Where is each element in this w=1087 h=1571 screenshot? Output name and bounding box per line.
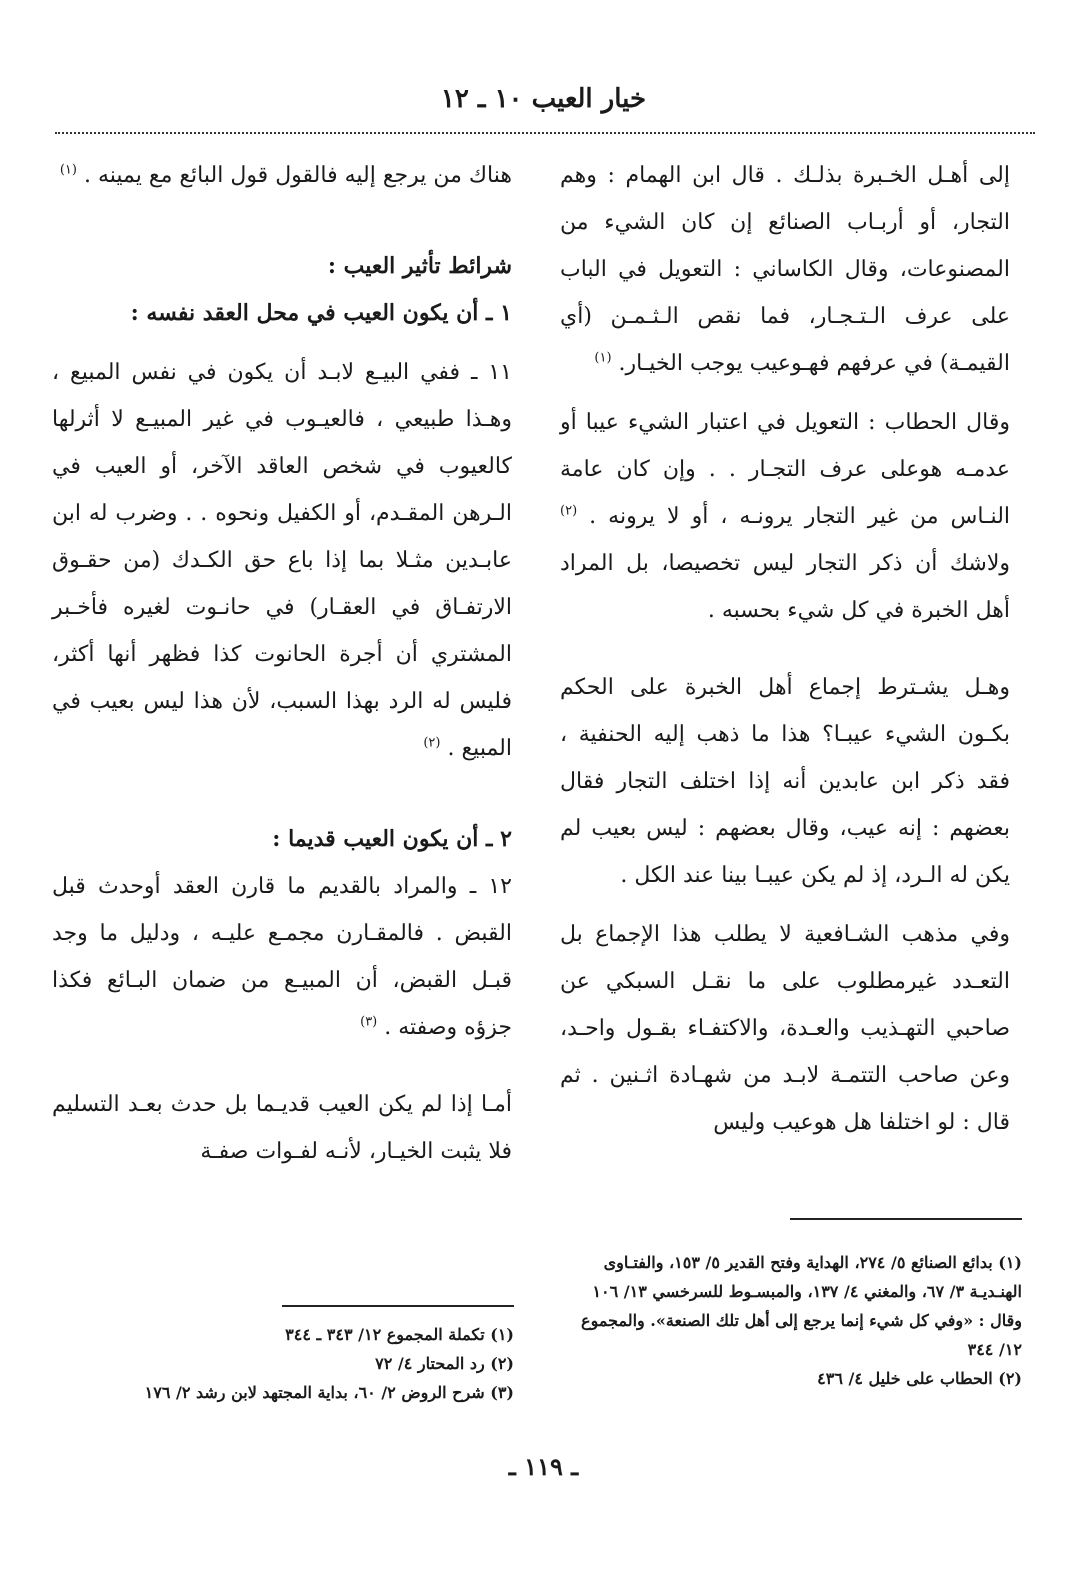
footnotes-left xyxy=(52,1320,514,1407)
left-column xyxy=(52,152,512,1175)
paragraph-text: ١٢ ـ والمراد بالقديم ما قارن العقد أوحدث قبل القبض . فالمقـارن مجمـع عليـه ، ودليل ما وجد قبـل القبض، أن المبيـع من ضمان البـائع فكذا جزؤه وصفته . xyxy=(52,874,512,1040)
header-divider xyxy=(55,132,1035,134)
footnote-ref: (٢) xyxy=(423,735,441,751)
paragraph-text: هناك من يرجع إليه فالقول قول البائع مع يمينه . xyxy=(83,163,512,188)
footnotes-right xyxy=(560,1248,1022,1393)
paragraph: وهـل يشـترط إجماع أهل الخبرة على الحكم بكـون الشيء عيبـا؟ هذا ما ذهب إليه الحنفية ، فقد ذكر ابن عابدين أنه إذا اختلف التجار فقال بعضهم : إنه عيب، وقال بعضهم : ليس بعيب لم يكن له الـرد، إذ لم يكن عيبـا بينا عند الكل . xyxy=(560,675,1010,888)
subsection-heading: ٢ ـ أن يكون العيب قديما : xyxy=(272,826,512,852)
footnote: (٢) رد المحتار ٤/ ٧٢ xyxy=(375,1354,514,1373)
footnote-divider xyxy=(790,1218,1022,1220)
right-column xyxy=(560,152,1010,1146)
footnote: (١) بدائع الصنائع ٥/ ٢٧٤، الهداية وفتح القدير ٥/ ١٥٣، والفتـاوى الهنـديـة ٣/ ٦٧، والمغني ٤/ ١٣٧، والمبسـوط للسرخسي ١٣/ ١٠٦ وقال : «وفي كل شيء إنما يرجع إلى أهل تلك الصنعة». والمجموع ١٢/ ٣٤٤ xyxy=(581,1253,1022,1359)
paragraph-text: ولاشك أن ذكر التجار ليس تخصيصا، بل المراد أهل الخبرة في كل شيء بحسبه . xyxy=(560,551,1010,623)
footnote: (٣) شرح الروض ٢/ ٦٠، بداية المجتهد لابن رشد ٢/ ١٧٦ xyxy=(144,1383,514,1402)
footnote-ref: (١) xyxy=(59,162,77,178)
paragraph: أمـا إذا لم يكن العيب قديـما بل حدث بعـد التسليم فلا يثبت الخيـار، لأنـه لفـوات صفـة xyxy=(52,1092,513,1164)
footnote-ref: (٣) xyxy=(360,1014,378,1030)
running-header: خيار العيب ١٠ ـ ١٢ xyxy=(440,84,647,114)
footnote: (٢) الحطاب على خليل ٤/ ٤٣٦ xyxy=(817,1369,1022,1388)
section-heading: شرائط تأثير العيب : xyxy=(327,253,512,279)
paragraph xyxy=(52,863,512,1051)
paragraph-text: وقال الحطاب : التعويل في اعتبار الشيء عيبا أو عدمـه هوعلى عرف التجـار . . وإن كان عامة النـاس من غير التجار يرونـه ، أو لا يرونه . xyxy=(560,410,1011,529)
page-number: ـ ١١٩ ـ xyxy=(508,1452,579,1481)
paragraph-text: ١١ ـ ففي البيـع لابـد أن يكون في نفس المبيع ، وهـذا طبيعي ، فالعيـوب في غير المبيـع لا أثرلها كالعيوب في شخص العاقد الآخر، أو العيب في الـرهن المقـدم، أو الكفيل ونحوه . . وضرب له ابن عابـدين مثـلا بما إذا باع حق الكـدك (من حقـوق الارتفـاق في العقـار) في حانـوت لغيره فأخـبر المشتري أن أجرة الحانوت كذا فظهر أنها أكثر، فليس له الرد بهذا السبب، لأن هذا ليس بعيب في المبيع . xyxy=(52,360,512,761)
paragraph-text: إلى أهـل الخـبرة بذلـك . قال ابن الهمام : وهم التجار، أو أربـاب الصنائع إن كان الشيء من المصنوعات، وقال الكاساني : التعويل في الباب على عرف الـتـجـار، فما نقص الـثـمـن (أي القيمـة) في عرفهم فهـوعيب يوجب الخيـار. xyxy=(560,163,1010,376)
subsection-heading: ١ ـ أن يكون العيب في محل العقد نفسه : xyxy=(130,300,512,326)
paragraph xyxy=(52,349,512,772)
paragraph xyxy=(560,152,1010,387)
paragraph: وفي مذهب الشـافعية لا يطلب هذا الإجماع بل التعـدد غيرمطلوب على ما نقـل السبكي عن صاحبي التهـذيب والعـدة، والاكتفـاء بقـول واحـد، وعن صاحب التتمـة لابـد من شهـادة اثـنين . ثم قال : لو اختلفا هل هوعيب وليس xyxy=(560,922,1010,1135)
footnote-divider xyxy=(282,1305,514,1307)
paragraph xyxy=(52,152,512,199)
footnote-ref: (٢) xyxy=(560,503,578,519)
paragraph xyxy=(560,399,1010,634)
footnote: (١) تكملة المجموع ١٢/ ٣٤٣ ـ ٣٤٤ xyxy=(285,1325,514,1344)
footnote-ref: (١) xyxy=(594,350,612,366)
